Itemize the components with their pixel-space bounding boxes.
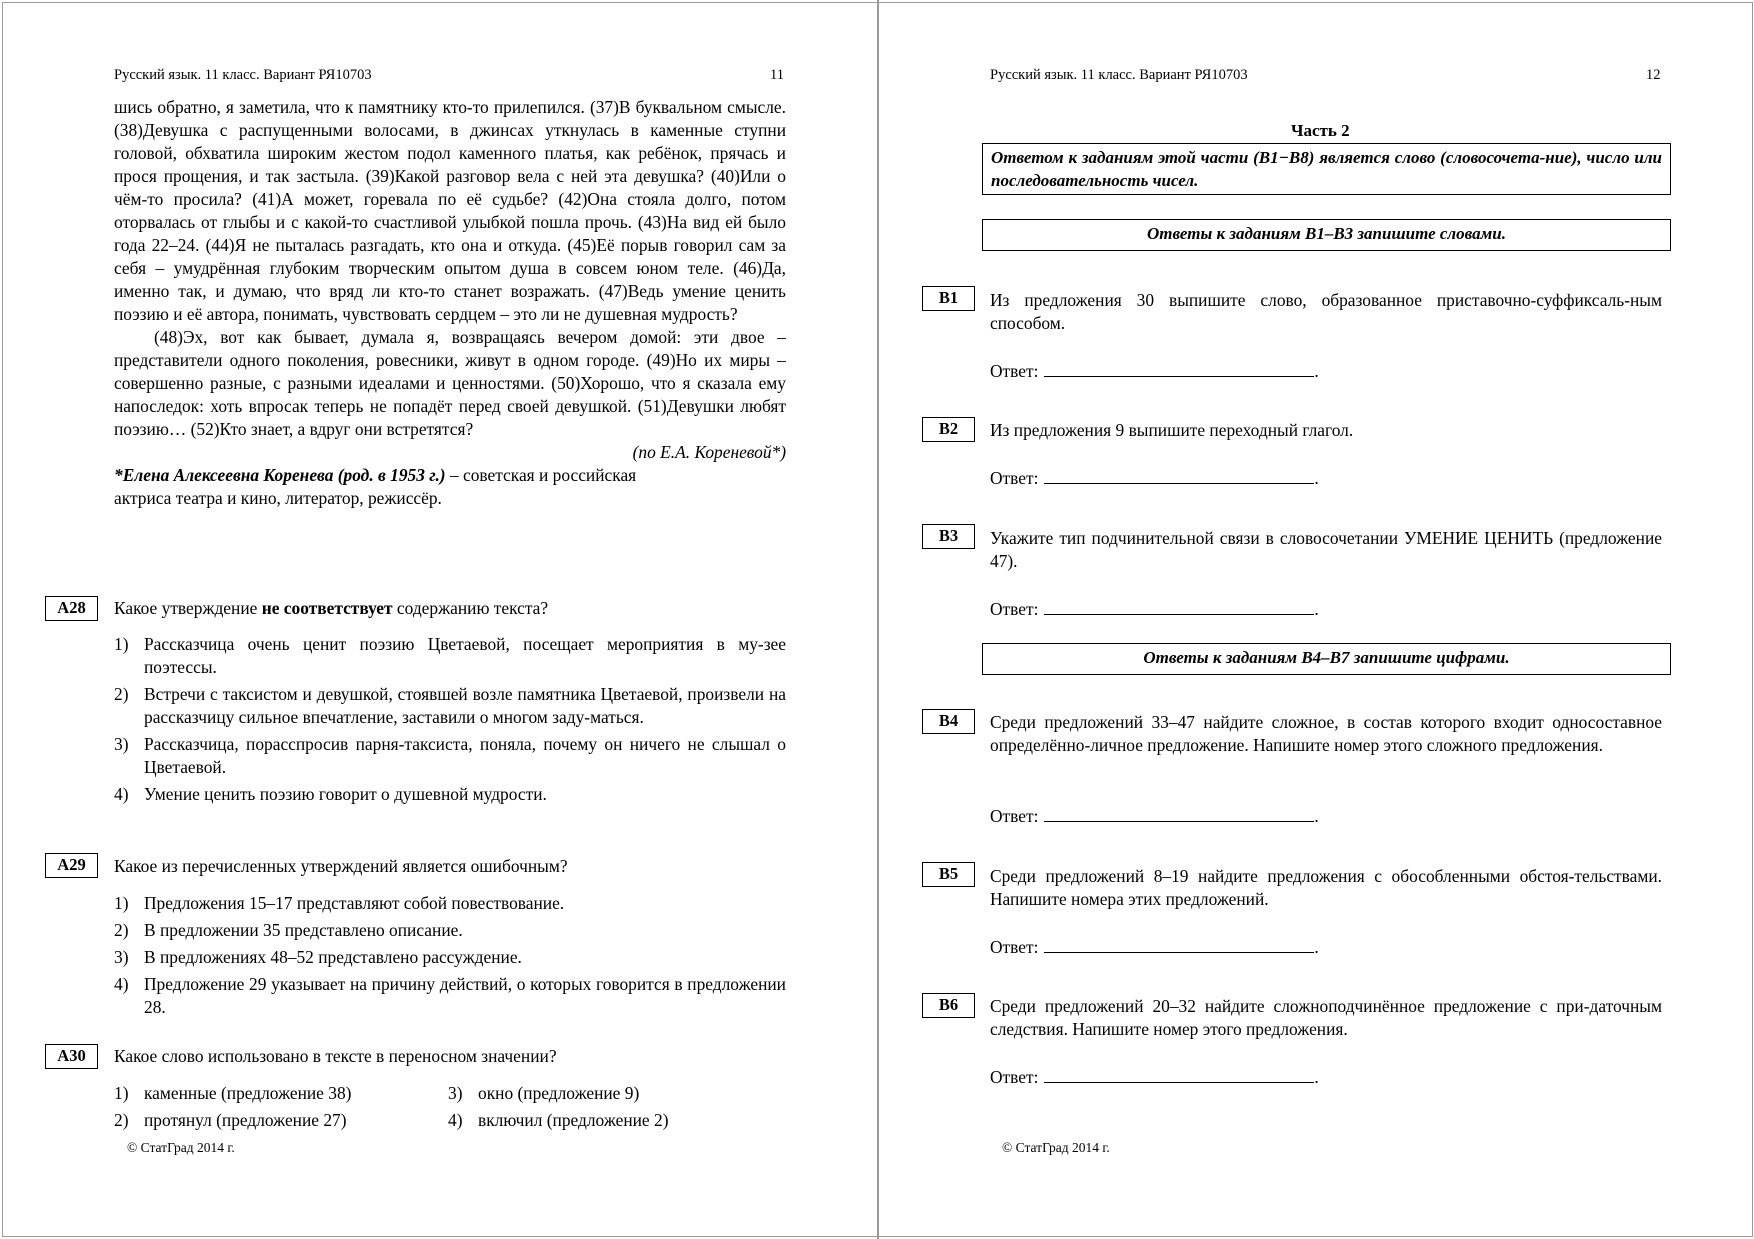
answer-b5: Ответ: . <box>990 937 1319 957</box>
answer-b3: Ответ: . <box>990 599 1319 619</box>
option-a29-3[interactable]: 3) В предложениях 48–52 представлено рассуждение. <box>114 947 522 967</box>
question-label-a29: А29 <box>45 853 98 878</box>
question-text-b2: Из предложения 9 выпишите переходный глагол. <box>990 420 1354 440</box>
author-desc-2: актриса театра и кино, литератор, режиссёр. <box>114 488 442 508</box>
option-a30-3[interactable]: 3) окно (предложение 9) <box>448 1083 640 1103</box>
option-a28-4[interactable]: 4) Умение ценить поэзию говорит о душевной мудрости. <box>114 784 547 804</box>
answer-b1: Ответ: . <box>990 361 1319 381</box>
answer-b4: Ответ: . <box>990 806 1319 826</box>
answer-label: Ответ: <box>990 1067 1039 1087</box>
answer-input-b5[interactable] <box>1044 936 1314 953</box>
instruction-words-box: Ответы к заданиям В1–В3 запишите словами. <box>982 219 1671 251</box>
option-a28-3[interactable]: 3) Рассказчица, порасспросив парня-таксиста, поняла, почему он ничего не слышал о Цветаевой. <box>114 734 786 777</box>
question-text-a28 <box>114 597 786 620</box>
answer-input-b2[interactable] <box>1044 467 1314 484</box>
question-text-b1: Из предложения 30 выпишите слово, образованное приставочно-суффиксаль-ным способом. <box>990 290 1662 333</box>
question-label-b5: В5 <box>922 862 975 887</box>
options-a28 <box>114 633 786 810</box>
author-bio <box>114 464 786 510</box>
answer-input-b4[interactable] <box>1044 805 1314 822</box>
question-label-b4: В4 <box>922 709 975 734</box>
answer-label: Ответ: <box>990 468 1039 488</box>
question-text-b6: Среди предложений 20–32 найдите сложноподчинённое предложение с при-даточным следствия. Напишите номер этого предложения. <box>990 996 1662 1039</box>
answer-label: Ответ: <box>990 361 1039 381</box>
answer-b6: Ответ: . <box>990 1067 1319 1087</box>
option-a30-2[interactable]: 2) протянул (предложение 27) <box>114 1110 347 1130</box>
question-text-b4: Среди предложений 33–47 найдите сложное, в состав которого входит односоставное определённо-личное предложение. Напишите номер этого сложного предложения. <box>990 712 1662 755</box>
q28-text-bold: не соответствует <box>261 598 393 618</box>
author-name: *Елена Алексеевна Коренева (род. в 1953 г.) <box>114 465 446 485</box>
option-a29-2[interactable]: 2) В предложении 35 представлено описание. <box>114 920 463 940</box>
answer-label: Ответ: <box>990 806 1039 826</box>
part-title: Часть 2 <box>1291 121 1350 140</box>
question-label-a28: А28 <box>45 596 98 621</box>
left-page-header: Русский язык. 11 класс. Вариант РЯ10703 <box>114 67 372 83</box>
option-a28-2[interactable]: 2) Встречи с таксистом и девушкой, стоявшей возле памятника Цветаевой, произвели на рассказчицу сильное впечатление, заставили о многом заду-маться. <box>114 684 786 727</box>
right-page-header: Русский язык. 11 класс. Вариант РЯ10703 <box>990 67 1248 83</box>
author-desc-1: – советская и российская <box>445 465 637 485</box>
right-footer: © СтатГрад 2014 г. <box>1002 1140 1110 1155</box>
option-a28-1[interactable]: 1) Рассказчица очень ценит поэзию Цветаевой, посещает мероприятия в му-зее поэтессы. <box>114 634 786 677</box>
question-label-b6: В6 <box>922 993 975 1018</box>
left-footer: © СтатГрад 2014 г. <box>127 1140 235 1155</box>
options-a30-col1 <box>114 1082 444 1136</box>
q28-text-before: Какое утверждение <box>114 598 262 618</box>
source-reference: (по Е.А. Кореневой*) <box>632 442 786 462</box>
page-divider <box>877 0 879 1239</box>
option-a29-1[interactable]: 1) Предложения 15–17 представляют собой повествование. <box>114 893 565 913</box>
answer-label: Ответ: <box>990 599 1039 619</box>
instruction-digits-box: Ответы к заданиям В4–В7 запишите цифрами. <box>982 643 1671 675</box>
question-label-b3: В3 <box>922 524 975 549</box>
question-text-a30: Какое слово использовано в тексте в переносном значении? <box>114 1046 557 1066</box>
paragraph-2: (48)Эх, вот как бывает, думала я, возвращаясь вечером домой: эти двое – представители одного поколения, ровесники, живут в одном городе. (49)Но их миры – совершенно разные, с разными идеалами и ценностями. (50)Хорошо, что я сказала ему напоследок: хоть впросак теперь не попадёт перед своей девушкой. (51)Девушки любят поэзию… (52)Кто знает, а вдруг они встретятся? <box>114 327 786 439</box>
options-a29 <box>114 892 786 1023</box>
part-instruction-box: Ответом к заданиям этой части (В1−В8) является слово (словосочета-ние), число или последовательность чисел. <box>982 143 1671 195</box>
option-a29-4[interactable]: 4) Предложение 29 указывает на причину действий, о которых говорится в предложении 28. <box>114 974 786 1017</box>
text-passage <box>114 96 786 510</box>
answer-input-b6[interactable] <box>1044 1066 1314 1083</box>
answer-input-b3[interactable] <box>1044 598 1314 615</box>
question-label-b2: В2 <box>922 417 975 442</box>
question-text-b5: Среди предложений 8–19 найдите предложения с обособленными обстоя-тельствами. Напишите номера этих предложений. <box>990 866 1662 909</box>
question-text-b3: Укажите тип подчинительной связи в словосочетании УМЕНИЕ ЦЕНИТЬ (предложение 47). <box>990 528 1662 571</box>
left-page-number: 11 <box>770 67 784 83</box>
question-label-b1: В1 <box>922 286 975 311</box>
answer-label: Ответ: <box>990 937 1039 957</box>
options-a30-col2 <box>448 1082 778 1136</box>
right-page-number: 12 <box>1646 67 1661 83</box>
q28-text-after: содержанию текста? <box>392 598 549 618</box>
option-a30-4[interactable]: 4) включил (предложение 2) <box>448 1110 669 1130</box>
question-text-a29: Какое из перечисленных утверждений является ошибочным? <box>114 856 568 876</box>
answer-b2: Ответ: . <box>990 468 1319 488</box>
question-label-a30: А30 <box>45 1044 98 1069</box>
answer-input-b1[interactable] <box>1044 360 1314 377</box>
option-a30-1[interactable]: 1) каменные (предложение 38) <box>114 1083 352 1103</box>
paragraph-1: шись обратно, я заметила, что к памятнику кто-то прилепился. (37)В буквальном смысле. (38)Девушка с распущенными волосами, в джинсах уткнулась в каменные ступни головой, обхватила широким жестом подол каменного платья, как ребёнок, прячась и прося прощения, и так застыла. (39)Какой разговор вела с ней эта девушка? (40)Или о чём-то просила? (41)А может, горевала по её судьбе? (42)Она стояла долго, потом оторвалась от глыбы и с какой-то счастливой улыбкой пошла прочь. (43)На вид ей было года 22–24. (44)Я не пыталась разгадать, кто она и откуда. (45)Её порыв говорил сам за себя – умудрённая глубоким творческим опытом душа в совсем юном теле. (46)Да, именно так, и думаю, что вряд ли кто-то станет возражать. (47)Ведь умение ценить поэзию и её автора, понимать, чувствовать сердцем – это ли не душевная мудрость? <box>114 97 786 324</box>
